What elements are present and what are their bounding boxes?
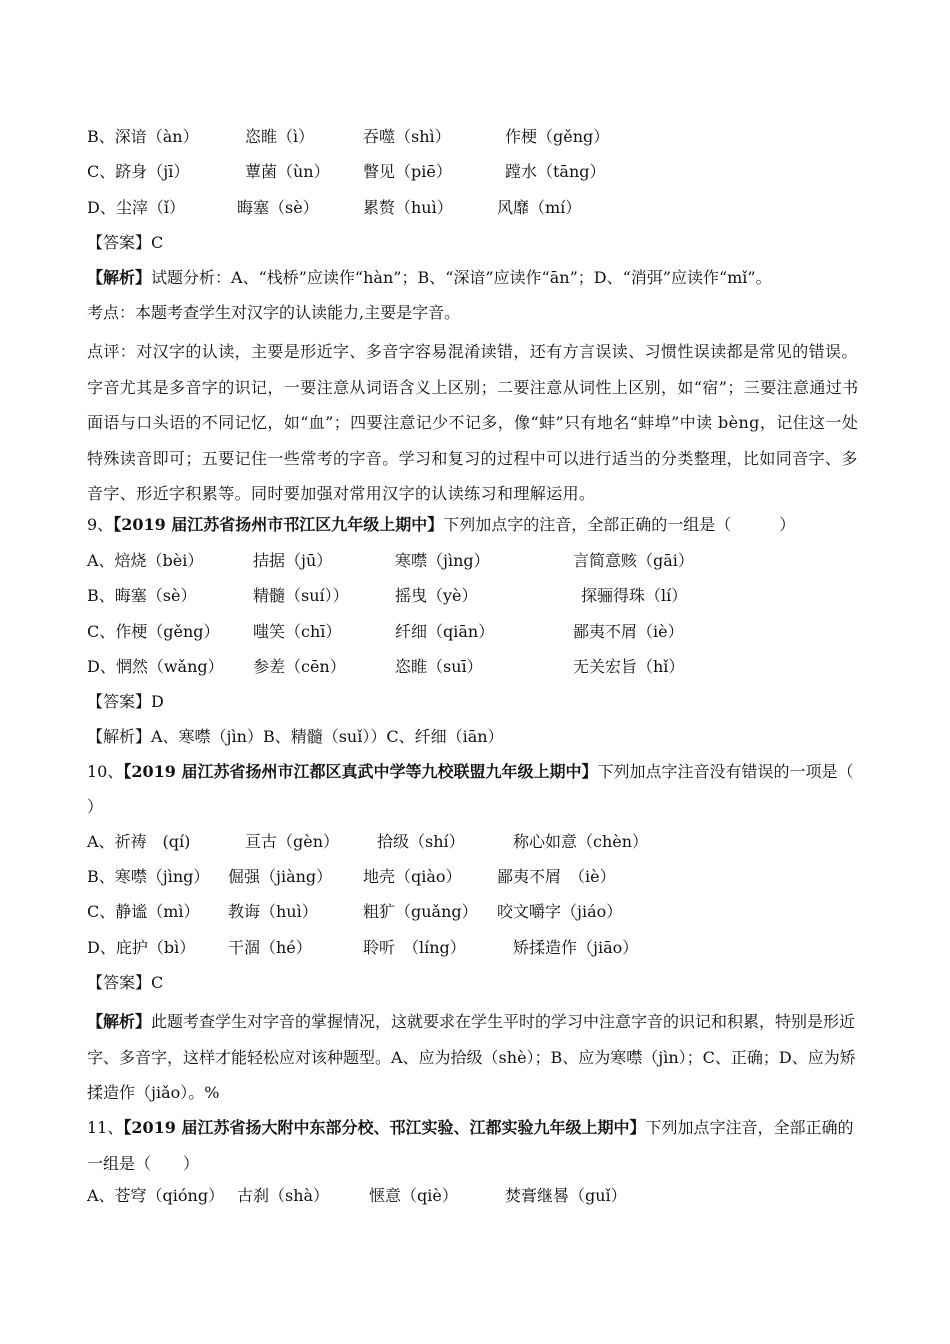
option-item: 摇曳（yè） xyxy=(395,586,478,605)
option-item: A、祈祷 (qí) xyxy=(87,832,191,851)
option-item: 地壳（qiào） xyxy=(363,867,462,886)
analysis-text: 此题考查学生对字音的掌握情况，这就要求在学生平时的学习中注意字音的识记和积累，特别是形近字、多音字，这样才能轻松应对该种题型。A、应为拾级（shè）；B、应为寒噤（jìn）；C、正确；D、应为矫揉造作（jiǎo）。% xyxy=(87,1012,856,1102)
option-item: 嗤笑（chī） xyxy=(253,622,342,641)
option-item: 称心如意（chèn） xyxy=(513,832,649,851)
q10-analysis xyxy=(87,1004,867,1111)
option-item: 粗犷（guǎng） xyxy=(363,902,478,921)
q8-dianping: 点评：对汉字的认读，主要是形近字、多音字容易混淆读错，还有方言误读、习惯性误读都是常见的错误。字音尤其是多音字的识记，一要注意从词语含义上区别；二要注意从词性上区别，如“宿”；三要注意通过书面语与口头语的不同记忆，如“血”；四要注意记少不记多，像“蚌”只有地名“蚌埠”中读 bèng，记住这一处特殊读音即可；五要记住一些常考的字音。学习和复习的过程中可以进行适当的分类整理，比如同音字、多音字、形近字积累等。同时要加强对常用汉字的认读练习和理解运用。 xyxy=(87,342,859,503)
option-item: 鄙夷不屑 （iè） xyxy=(497,867,616,886)
option-item: D、惘然（wǎng） xyxy=(87,657,224,676)
q10-stem-tail: ） xyxy=(87,797,104,816)
option-item: 累赘（huì） xyxy=(363,198,453,217)
option-item: 教诲（huì） xyxy=(228,902,318,921)
q9-option-c xyxy=(87,620,867,644)
option-item: 亘古（gèn） xyxy=(245,832,340,851)
option-item: 矫揉造作（jiāo） xyxy=(513,938,639,957)
option-item: 寒噤（jìng） xyxy=(395,551,490,570)
q9-option-d xyxy=(87,655,867,679)
q9-stem xyxy=(87,514,867,536)
option-item: 拮据（jū） xyxy=(253,551,333,570)
option-item: 恣睢（suī） xyxy=(395,657,483,676)
question-number: 11、 xyxy=(87,1118,124,1137)
q10-option-b xyxy=(87,865,867,889)
q9-option-b xyxy=(87,584,867,608)
q9-option-a xyxy=(87,549,867,573)
option-item: D、庇护（bì） xyxy=(87,938,196,957)
option-item: 晦塞（sè） xyxy=(237,198,319,217)
q10-option-a xyxy=(87,830,867,854)
option-item: 焚膏继晷（guǐ） xyxy=(505,1186,627,1205)
option-item: 干涸（hé） xyxy=(228,938,312,957)
option-item: 作梗（gěng） xyxy=(505,127,610,146)
option-item: B、寒噤（jìng） xyxy=(87,867,210,886)
option-item: 惬意（qiè） xyxy=(369,1186,458,1205)
option-item: A、焙烧（bèi） xyxy=(87,551,204,570)
question-number: 9、 xyxy=(87,515,114,534)
option-item: 瞥见（piē） xyxy=(363,162,452,181)
option-item: C、作梗（gěng） xyxy=(87,622,220,641)
option-item: 恣睢（ì） xyxy=(245,127,315,146)
q8-analysis xyxy=(87,267,867,289)
option-item: 拾级（shí） xyxy=(377,832,465,851)
option-item: 咬文嚼字（jiáo） xyxy=(497,902,623,921)
question-source: 【2019 届江苏省扬大附中东部分校、邗江实验、江都实验九年级上期中】 xyxy=(123,1118,646,1137)
option-item: 蕈菌（ùn） xyxy=(245,162,330,181)
q11-option-a xyxy=(87,1184,867,1208)
option-item: 蹚水（tāng） xyxy=(505,162,606,181)
option-item: 精髓（suí）） xyxy=(253,586,349,605)
q8-option-b xyxy=(87,125,867,149)
option-item: C、静谧（mì） xyxy=(87,902,200,921)
option-item: 古刹（shà） xyxy=(237,1186,330,1205)
option-item: 聆听 （líng） xyxy=(363,938,466,957)
q10-option-d xyxy=(87,936,867,960)
option-item: B、深谙（àn） xyxy=(87,127,199,146)
analysis-label: 【解析】 xyxy=(87,1012,152,1031)
option-item: 言简意赅（gāi） xyxy=(573,551,694,570)
option-item: 探骊得珠（lí） xyxy=(581,586,688,605)
q8-option-d xyxy=(87,196,867,220)
question-number: 10、 xyxy=(87,762,124,781)
analysis-text: 试题分析：A、“栈桥”应读作“hàn”；B、“深谙”应读作“ān”；D、“消弭”应读作“mǐ”。 xyxy=(151,268,772,287)
q8-option-c xyxy=(87,160,867,184)
option-item: 风靡（mí） xyxy=(497,198,582,217)
q10-option-c xyxy=(87,900,867,924)
analysis-label: 【解析】 xyxy=(87,268,152,287)
question-text: 下列加点字注音，全部正确的一组是（ ） xyxy=(87,1118,854,1173)
question-source: 【2019 届江苏省扬州市邗江区九年级上期中】 xyxy=(113,515,444,534)
q10-answer: 【答案】C xyxy=(87,973,164,992)
option-item: A、苍穹（qióng） xyxy=(87,1186,225,1205)
option-item: 吞噬（shì） xyxy=(363,127,451,146)
question-text: 下列加点字的注音，全部正确的一组是（ ） xyxy=(443,515,796,534)
option-item: 倔强（jiàng） xyxy=(228,867,333,886)
option-item: 参差（cēn） xyxy=(253,657,346,676)
question-text: 下列加点字注音没有错误的一项是（ xyxy=(597,762,854,781)
option-item: 鄙夷不屑（iè） xyxy=(573,622,684,641)
option-item: 纤细（qiān） xyxy=(395,622,495,641)
option-item: D、尘滓（ǐ） xyxy=(87,198,185,217)
question-source: 【2019 届江苏省扬州市江都区真武中学等九校联盟九年级上期中】 xyxy=(123,762,598,781)
q10-stem xyxy=(87,761,867,783)
option-item: 无关宏旨（hǐ） xyxy=(573,657,685,676)
option-item: B、晦塞（sè） xyxy=(87,586,197,605)
q9-answer: 【答案】D xyxy=(87,692,164,711)
q9-analysis: 【解析】A、寒噤（jìn）B、精髓（suǐ））C、纤细（iān） xyxy=(87,727,504,746)
q11-stem xyxy=(87,1110,867,1181)
option-item: C、跻身（jī） xyxy=(87,162,190,181)
q8-kaodian: 考点：本题考查学生对汉字的认读能力,主要是字音。 xyxy=(87,303,461,322)
q8-answer: 【答案】C xyxy=(87,233,164,252)
